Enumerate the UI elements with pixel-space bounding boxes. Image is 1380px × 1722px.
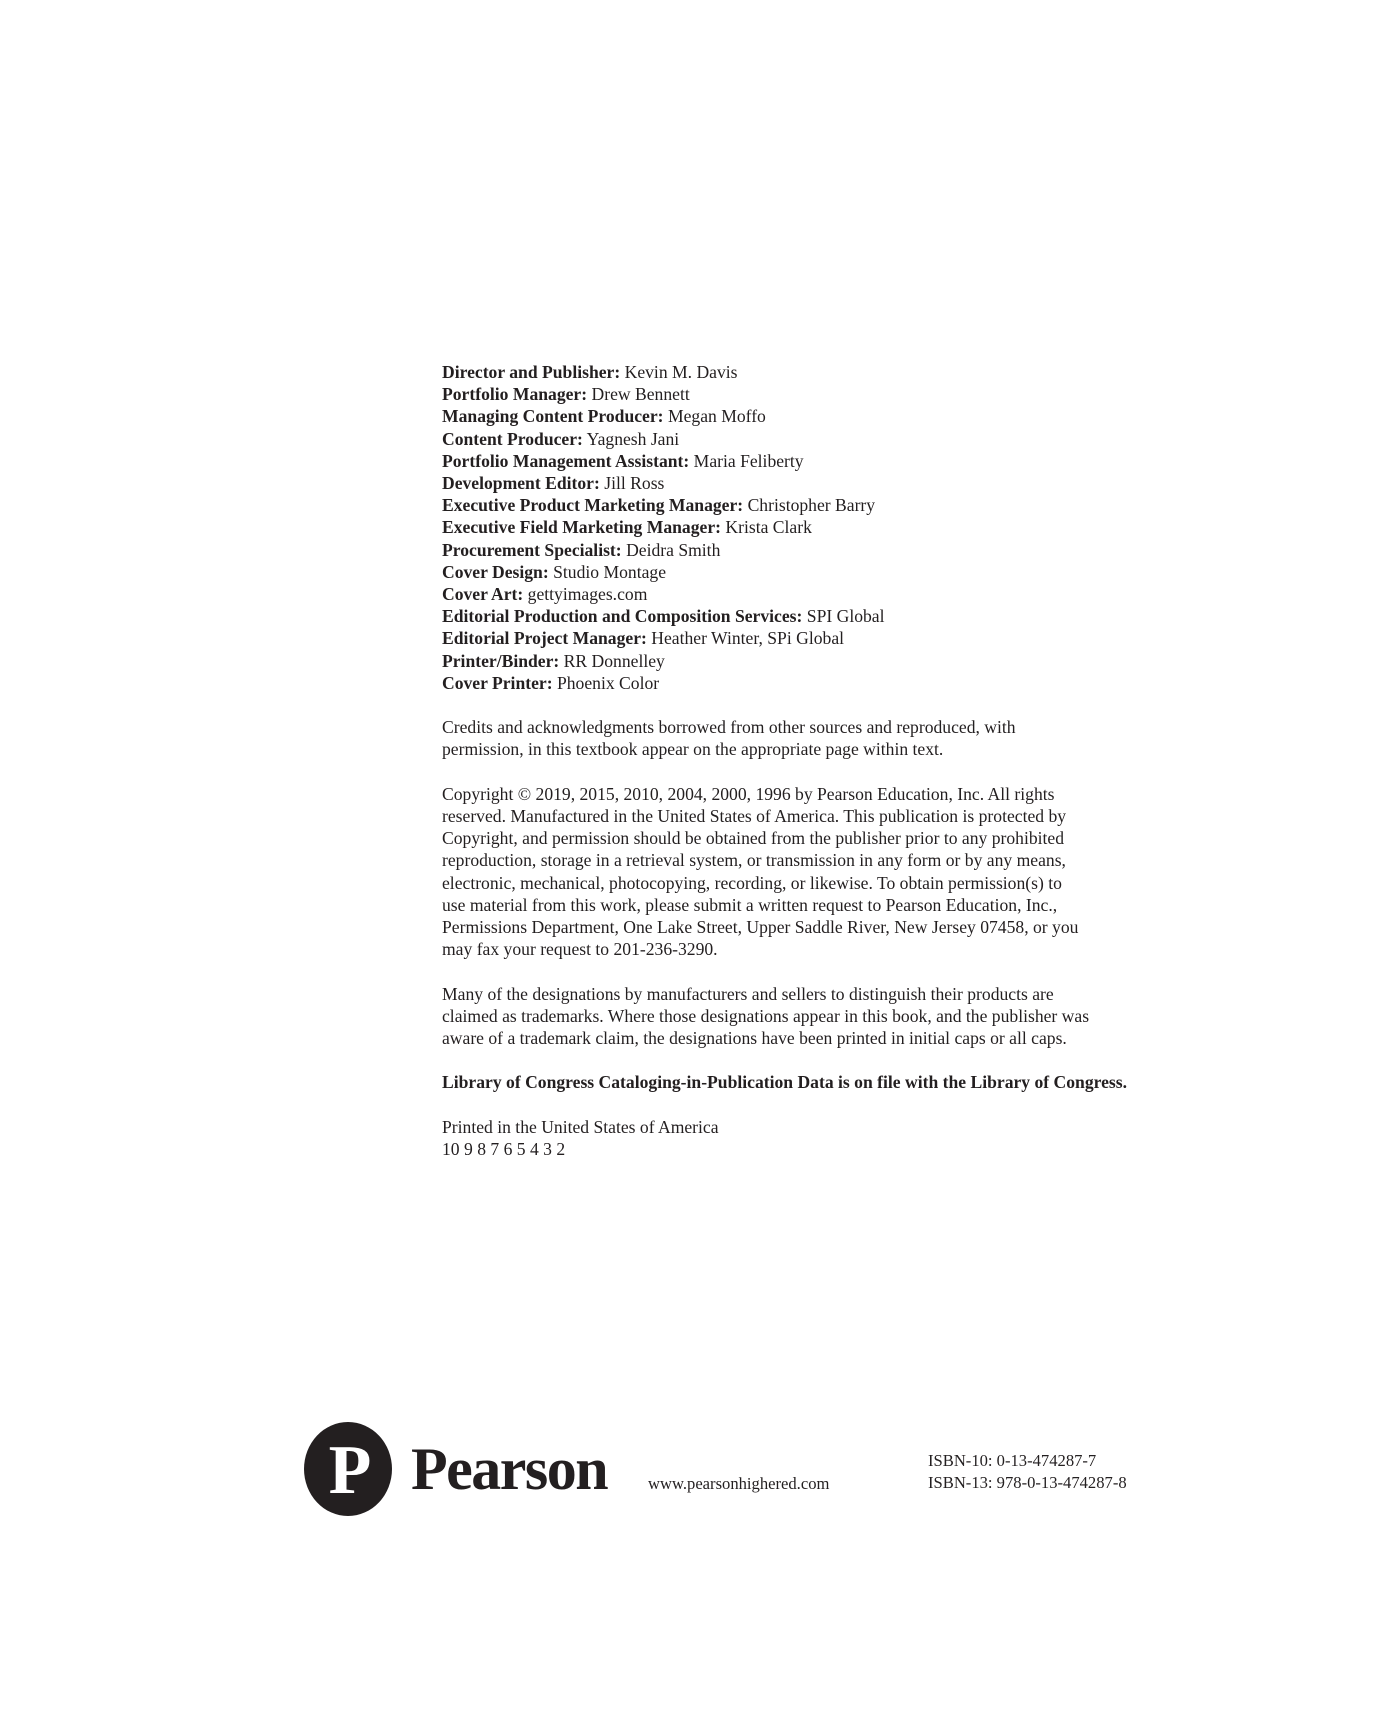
credit-line <box>442 494 1202 516</box>
credit-line <box>442 539 1202 561</box>
credit-line <box>442 516 1202 538</box>
pearson-wordmark: Pearson <box>411 1436 608 1502</box>
credit-line <box>442 561 1202 583</box>
credit-role: Executive Field Marketing Manager: <box>442 517 721 538</box>
credit-name: Heather Winter, SPi Global <box>651 628 845 649</box>
pearson-logo-icon <box>303 1421 393 1517</box>
acknowledgments-paragraph: Credits and acknowledgments borrowed from other sources and reproduced, with permission, in this textbook appear on the appropriate page within text. <box>442 717 1016 760</box>
logo-mark-letter: P <box>328 1432 372 1509</box>
credit-name: Kevin M. Davis <box>624 362 738 382</box>
credit-line <box>442 627 1202 649</box>
credit-line <box>442 405 1202 427</box>
credit-name: Deidra Smith <box>626 539 721 560</box>
credit-name: gettyimages.com <box>527 584 648 605</box>
credit-name: Maria Feliberty <box>693 450 804 471</box>
credit-line <box>442 428 1202 450</box>
print-number-line: 10 9 8 7 6 5 4 3 2 <box>442 1139 566 1160</box>
credit-role: Editorial Project Manager: <box>442 628 647 649</box>
credit-name: Drew Bennett <box>591 384 690 405</box>
credit-role: Portfolio Manager: <box>442 384 588 405</box>
isbn-10: ISBN-10: 0-13-474287-7 <box>928 1451 1097 1470</box>
credit-role: Director and Publisher: <box>442 362 621 382</box>
credit-name: Yagnesh Jani <box>586 428 680 449</box>
credit-line <box>442 361 1202 383</box>
credit-line <box>442 383 1202 405</box>
credit-line <box>442 472 1202 494</box>
credit-role: Procurement Specialist: <box>442 539 622 560</box>
printed-in-line: Printed in the United States of America <box>442 1116 719 1137</box>
credit-name: Studio Montage <box>553 561 666 582</box>
credit-name: Jill Ross <box>604 473 665 494</box>
credit-role: Managing Content Producer: <box>442 406 664 427</box>
printing-info <box>442 1116 1202 1160</box>
credit-role: Executive Product Marketing Manager: <box>442 495 744 516</box>
isbn-block <box>928 1450 1127 1494</box>
pearson-logo <box>303 1421 607 1517</box>
credit-role: Content Producer: <box>442 428 583 449</box>
credit-line <box>442 672 1202 694</box>
credit-name: Christopher Barry <box>747 495 876 516</box>
cip-statement: Library of Congress Cataloging-in-Publication Data is on file with the Library of Congress. <box>442 1072 1128 1093</box>
credit-line <box>442 450 1202 472</box>
credit-line <box>442 650 1202 672</box>
credit-role: Development Editor: <box>442 473 600 494</box>
copyright-paragraph: Copyright © 2019, 2015, 2010, 2004, 2000, 1996 by Pearson Education, Inc. All rights reserved. Manufactured in the United States of America. This publication is protected by Copyright, and permission should be obtained from the publisher prior to any prohibited reproduction, storage in a retrieval system, or transmission in any form or by any means, electronic, mechanical, photocopying, recording, or likewise. To obtain permission(s) to use material from this work, please submit a written request to Pearson Education, Inc., Permissions Department, One Lake Street, Upper Saddle River, New Jersey 07458, or you may fax your request to 201-236-3290. <box>442 783 1079 960</box>
publisher-url: www.pearsonhighered.com <box>648 1474 830 1493</box>
credit-name: RR Donnelley <box>563 650 665 671</box>
credit-name: Phoenix Color <box>556 672 660 693</box>
copyright-page-text <box>442 361 1202 1160</box>
credit-role: Cover Art: <box>442 584 524 605</box>
isbn-13: ISBN-13: 978-0-13-474287-8 <box>928 1473 1127 1493</box>
credit-line <box>442 583 1202 605</box>
trademarks-paragraph: Many of the designations by manufacturers and sellers to distinguish their products are claimed as trademarks. Where those designations appear in this book, and the publisher was aware of a trademark claim, the designations have been printed in initial caps or all caps. <box>442 983 1090 1049</box>
credit-role: Editorial Production and Composition Services: <box>442 606 803 627</box>
credit-name: Megan Moffo <box>667 406 766 427</box>
credits-list <box>442 361 1202 694</box>
credit-role: Printer/Binder: <box>442 650 560 671</box>
credit-name: Krista Clark <box>725 517 812 538</box>
credit-name: SPI Global <box>806 606 885 627</box>
credit-role: Cover Printer: <box>442 672 553 693</box>
credit-role: Portfolio Management Assistant: <box>442 450 690 471</box>
credit-line <box>442 605 1202 627</box>
credit-role: Cover Design: <box>442 561 549 582</box>
